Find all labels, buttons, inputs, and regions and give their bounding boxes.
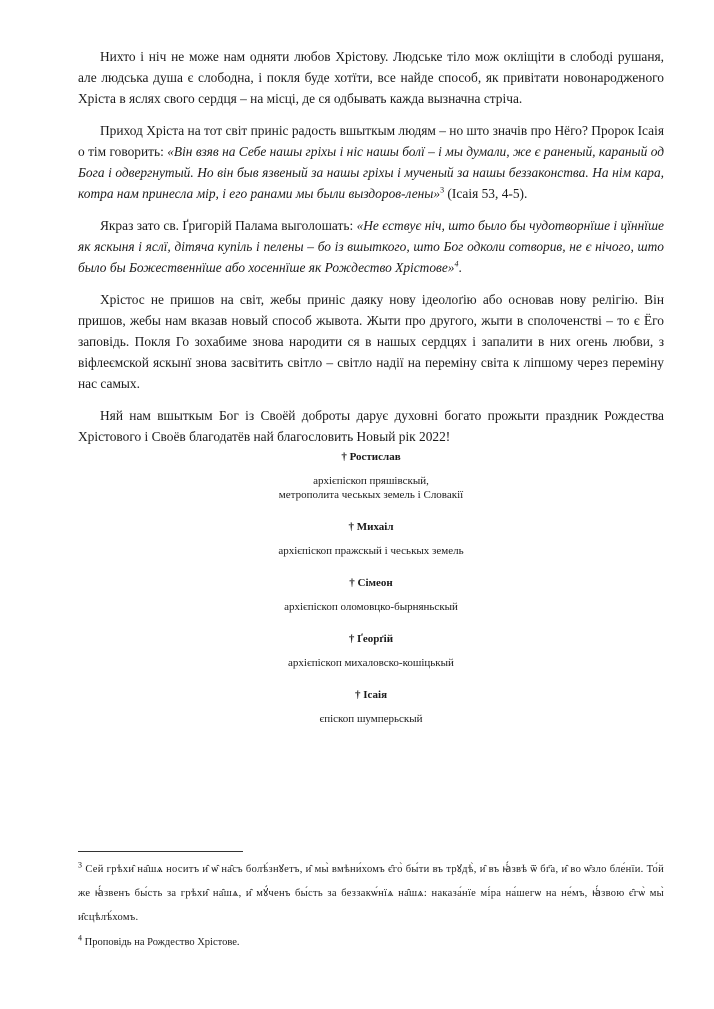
- paragraph-1: Нихто і ніч не може нам одняти любов Хрістову. Людське тіло мож окліщіти в слободі рушаня, але людська душа є слободна, і покля буде хотїти, все найде способ, як привітати новонародженого Хріста в яслях свого сердця – на місці, де ся одбывать кажда вызначна стріча.: [78, 49, 664, 106]
- signatory-title: архієпіскоп оломовцко-бырняньскый: [284, 601, 458, 613]
- isaiah-quote: «Він взяв на Себе нашы гріхы і ніс нашы болї – і мы думали, же є раненый, караный од Бога і одвергнутый. Но він быв язвеный за нашы гріхы і мученый за нашы беззаконства. На нім кара, котра нам принесла мір, і его ранами мы были выздоров-лены»: [78, 144, 664, 201]
- paragraph-3: [78, 215, 664, 278]
- paragraph-3-end: .: [458, 260, 462, 275]
- paragraph-5: Няй нам вшыткым Бог із Своёй доброты дарує духовні богато прожыти праздник Рождества Хрістового і Своёв благодатёв най благословить Новый рік 2022!: [78, 408, 664, 444]
- paragraph-2-text: Приход Хріста на тот світ приніс радость вшыткым людям – но што значів про Нёго? Пророк Ісаія о тім говорить:: [78, 123, 664, 159]
- paragraph-3-text: Якраз зато св. Ґригорій Палама выголошать:: [100, 218, 357, 233]
- signatory-title-line-2: метрополита чеськых земель і Словакії: [278, 489, 464, 501]
- footnote-ref-3[interactable]: 3: [440, 185, 445, 195]
- signatory-name: † Сімеон: [349, 577, 393, 589]
- signatory-title: архієпіскоп михаловско-кошіцькый: [288, 657, 454, 669]
- signature: [78, 520, 664, 558]
- footnote-divider: [78, 851, 243, 852]
- footnote-4: [78, 933, 664, 950]
- footnote-3-number: 3: [78, 860, 83, 870]
- signatory-title: єпіскоп шумперьскый: [319, 713, 423, 725]
- footnote-4-number: 4: [78, 933, 82, 943]
- palamas-quote: «Не єствує ніч, што было бы чудотворнїше і цїннїше як яскыня і яслї, дітяча купіль і пелены – бо із вшыткого, што Бог одколи сотворив, не є нічого, што было бы Божественнїше або хосеннїше як Рождество Хрістове»: [78, 218, 664, 275]
- signatory-title: архієпіскоп пражскый і чеськых земель: [278, 545, 464, 557]
- footnote-3: [78, 858, 664, 930]
- paragraph-2: [78, 120, 664, 204]
- paragraph-4: Хрістос не пришов на світ, жебы приніс даяку нову ідеолоґію або основав нову релігію. Він пришов, жебы нам вказав новый способ жывота. Жыти про другого, жыти в сполоченстві – то є Ёго заповідь. Покля Го зохабиме знова народити ся в нашых сердцях і запалити в них огень любви, з віфлеємской яскынї знова засвітить світло – світло надії на переміну світа к ліпшому через переміну нас самых.: [78, 292, 664, 391]
- signatures-block: [78, 450, 664, 744]
- signatory-name: † Михаіл: [348, 521, 394, 533]
- letter-body: [78, 46, 664, 458]
- signature: [78, 576, 664, 614]
- footnote-3-text: Сей грѣхи̑ на̑шѧ носитъ и̑ ѡ̑ на̑съ болѣ́знꙋетъ, и̑ мы̀ вмѣни́хомъ є̑го̀ бы́ти въ трꙋдѣ̀, и̑ въ ꙗ҆́звѣ ѿ бг҃а, и̑ во ѡ̑зло бле́нїи. То́й же ꙗ҆́звенъ бы́сть за грѣхи̑ на̑шѧ, и̑ мꙋ́ченъ бы́сть за беззакѡ́нїѧ на̑шѧ: наказа́нїе мі́ра на́шегѡ на не́мъ, ꙗ҆́звою є̑гѡ̀ мы̀ и̑сцѣлѣ́хомъ.: [78, 864, 664, 923]
- signatory-name: † Ґеорґій: [348, 633, 394, 645]
- isaiah-citation: (Ісаія 53, 4-5).: [444, 186, 528, 201]
- footnote-4-text: Проповідь на Рождество Хрістове.: [84, 937, 240, 948]
- footnote-ref-4[interactable]: 4: [454, 259, 459, 269]
- signatory-name: † Ростислав: [341, 451, 401, 463]
- signatory-title: архієпіскоп пряшівскый,: [313, 475, 429, 487]
- footnotes: [78, 858, 664, 950]
- signature: [78, 688, 664, 726]
- signature: [78, 632, 664, 670]
- signatory-name: † Ісаія: [354, 689, 388, 701]
- signature: [78, 450, 664, 502]
